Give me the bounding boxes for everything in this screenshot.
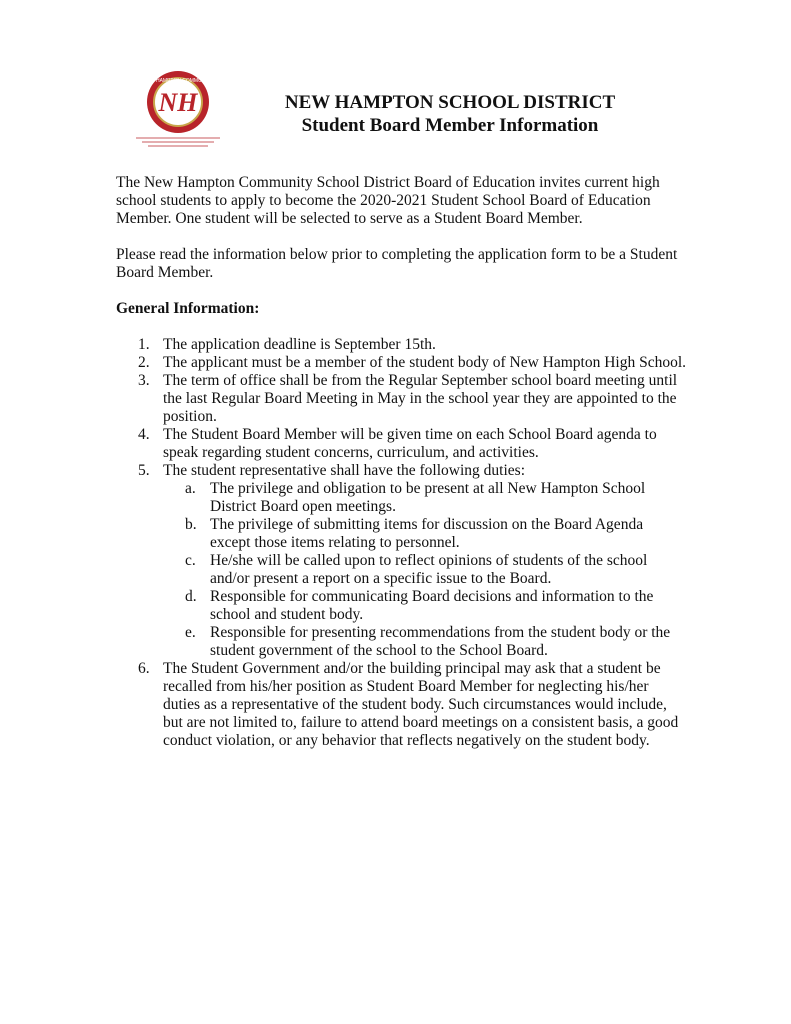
duty-letter: c. (185, 552, 196, 569)
list-item (116, 354, 686, 372)
instructions-paragraph: Please read the information below prior to completing the application form to be a Student Board Member. (116, 246, 678, 281)
list-item (116, 462, 686, 660)
item-number: 3. (138, 372, 150, 389)
item-text: The Student Government and/or the building principal may ask that a student be recalled from his/her position as Student Board Member for neglecting his/her duties as a representative of the student body. Such circumstances would include, but are not limited to, failure to attend board meetings on a consistent basis, a good conduct violation, or any behavior that reflects negatively on the student body. (163, 660, 679, 749)
item-text: The term of office shall be from the Regular September school board meeting until the last Regular Board Meeting in May in the school year they are appointed to the position. (163, 372, 678, 425)
intro-paragraph: The New Hampton Community School District Board of Education invites current high school students to apply to become the 2020-2021 Student School Board of Education Member. One student will be selected to serve as a Student Board Member. (116, 174, 660, 227)
item-number: 1. (138, 336, 150, 353)
section-heading: General Information: (116, 300, 260, 317)
list-item (116, 372, 686, 426)
duty-item (163, 624, 686, 660)
duty-item (163, 588, 686, 624)
item-text: The student representative shall have the following duties: (163, 462, 525, 479)
duty-text: He/she will be called upon to reflect opinions of students of the school and/or present a report on a specific issue to the Board. (210, 552, 648, 587)
duty-text: Responsible for presenting recommendations from the student body or the student government of the school to the School Board. (210, 624, 671, 659)
svg-text:NEW HAMPTON COMMUNITY: NEW HAMPTON COMMUNITY (142, 78, 214, 84)
duty-item (163, 552, 686, 588)
item-number: 6. (138, 660, 150, 677)
item-number: 5. (138, 462, 150, 479)
list-item (116, 660, 686, 750)
duty-letter: a. (185, 480, 196, 497)
duty-letter: b. (185, 516, 197, 533)
list-item (116, 336, 686, 354)
item-number: 4. (138, 426, 150, 443)
item-text: The application deadline is September 15th. (163, 336, 436, 353)
document-body (116, 174, 686, 750)
item-text: The Student Board Member will be given time on each School Board agenda to speak regarding student concerns, curriculum, and activities. (163, 426, 657, 461)
duty-text: The privilege of submitting items for discussion on the Board Agenda except those items relating to personnel. (210, 516, 644, 551)
district-logo (128, 70, 228, 152)
duty-item (163, 516, 686, 552)
item-number: 2. (138, 354, 150, 371)
svg-text:NH: NH (158, 88, 198, 117)
page-subtitle: Student Board Member Information (301, 115, 599, 136)
duties-list (163, 480, 686, 660)
general-info-list (116, 336, 686, 750)
item-text: The applicant must be a member of the student body of New Hampton High School. (163, 354, 687, 371)
district-seal-icon (128, 70, 228, 152)
district-title: NEW HAMPTON SCHOOL DISTRICT (284, 92, 616, 113)
duty-letter: d. (185, 588, 197, 605)
duty-letter: e. (185, 624, 196, 641)
duty-text: The privilege and obligation to be present at all New Hampton School District Board open meetings. (210, 480, 646, 515)
list-item (116, 426, 686, 462)
page-header (250, 91, 650, 137)
duty-text: Responsible for communicating Board decisions and information to the school and student body. (210, 588, 654, 623)
duty-item (163, 480, 686, 516)
